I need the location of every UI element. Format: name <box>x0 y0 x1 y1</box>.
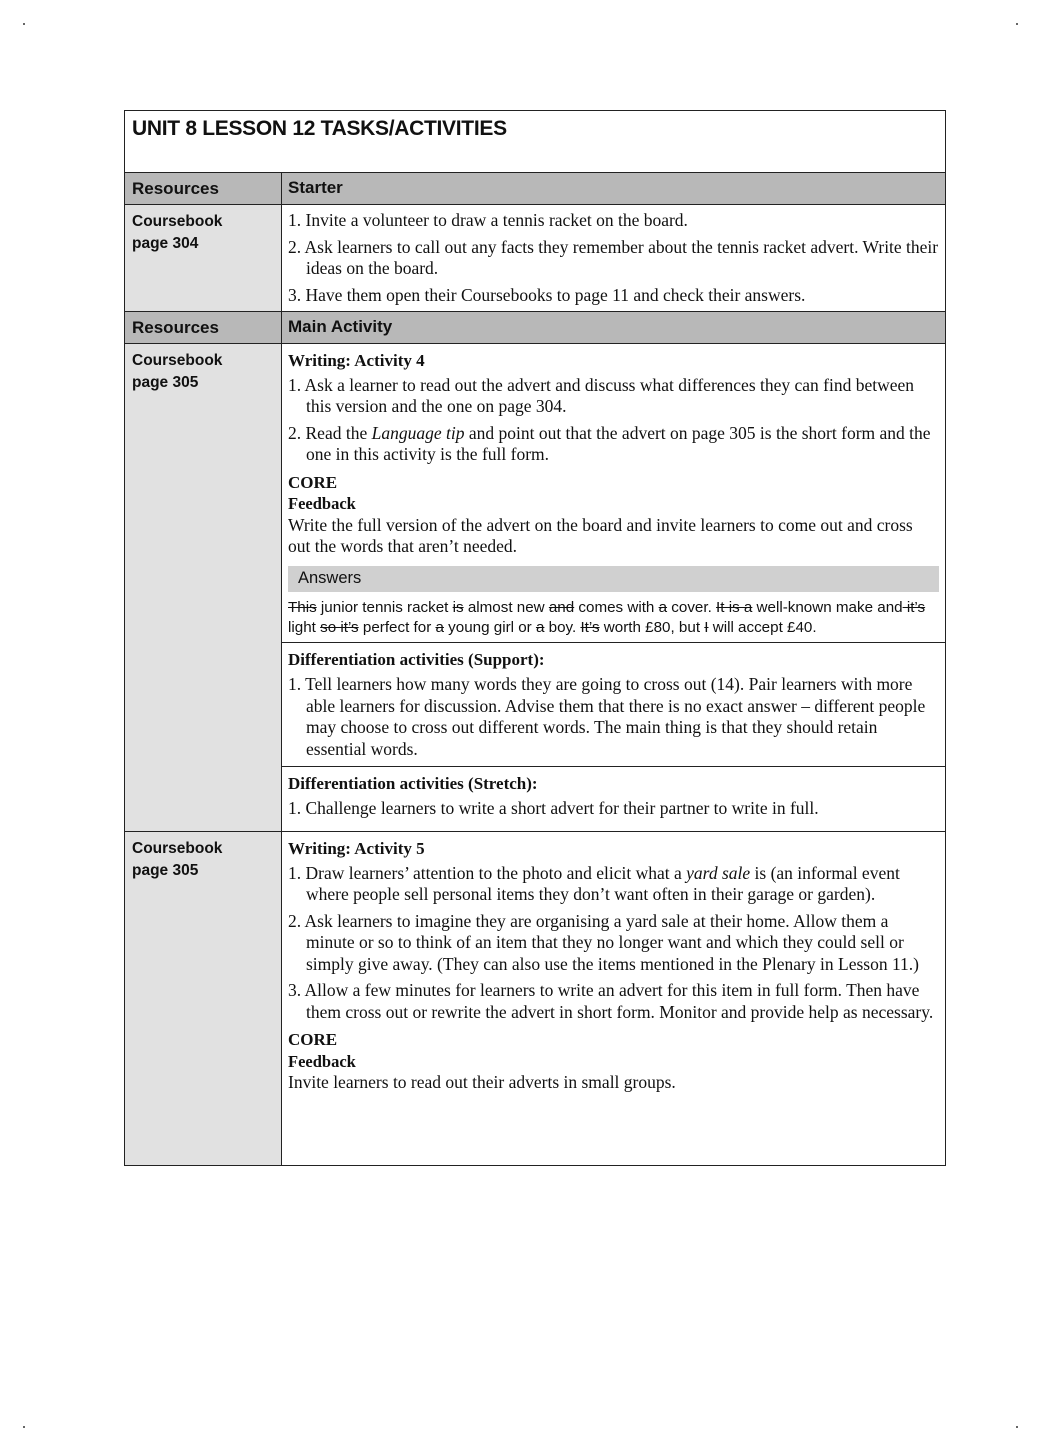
struck-word: a <box>535 618 545 636</box>
resource-line: page 305 <box>132 374 199 391</box>
feedback-text: Invite learners to read out their adverts in small groups. <box>288 1072 676 1092</box>
resources-header: Resources <box>125 173 282 204</box>
support-section <box>282 642 945 766</box>
struck-word: a <box>658 598 668 616</box>
activity5-resource <box>125 832 282 1165</box>
answer-text: comes with <box>574 598 659 616</box>
starter-row <box>125 205 945 312</box>
list-item: 1. Tell learners how many words they are going to cross out (14). Pair learners with more able learners for discussion. Advise them that there is no exact answer – different people may choose to cross out different words. The main thing is that they should retain essential words. <box>288 674 926 759</box>
resource-line: Coursebook <box>132 213 223 230</box>
activity4-heading: Writing: Activity 4 <box>288 351 425 370</box>
stretch-heading: Differentiation activities (Stretch): <box>288 773 538 793</box>
answers-text <box>282 592 945 642</box>
activity4-content <box>282 344 945 831</box>
page-title: UNIT 8 LESSON 12 TASKS/ACTIVITIES <box>132 117 507 140</box>
list-item: 1. Draw learners’ attention to the photo and elicit what a yard sale is (an informal event where people sell personal items they don’t want often in their garage or garden). <box>288 862 900 904</box>
list-item: 2. Ask learners to imagine they are organising a yard sale at their home. Allow them a minute or so to think of an item that they no longer want and which they could sell or simply give away. (They can also use the items mentioned in the Plenary in Lesson 11.) <box>288 910 920 974</box>
crop-mark <box>23 1426 25 1428</box>
activity5-heading: Writing: Activity 5 <box>288 839 425 858</box>
list-item: 1. Challenge learners to write a short advert for their partner to write in full. <box>288 798 819 818</box>
answer-text: almost new <box>463 598 549 616</box>
title-row <box>125 111 945 173</box>
answer-text: will accept £40. <box>708 618 817 636</box>
struck-word: I <box>704 618 709 636</box>
struck-word: so it’s <box>320 618 359 636</box>
answer-text: young girl or <box>443 618 536 636</box>
struck-word: is <box>452 598 464 616</box>
resources-header: Resources <box>125 312 282 343</box>
answer-text: worth £80, but <box>599 618 705 636</box>
answer-text: boy. <box>544 618 581 636</box>
resource-line: Coursebook <box>132 352 223 369</box>
feedback-label: Feedback <box>288 494 356 513</box>
resource-line: page 305 <box>132 862 199 879</box>
answer-text: perfect for <box>358 618 436 636</box>
main-header-row <box>125 312 945 344</box>
feedback-text: Write the full version of the advert on the board and invite learners to come out and cross out the words that aren’t needed. <box>288 514 913 556</box>
activity4-resource <box>125 344 282 831</box>
starter-content <box>282 205 945 311</box>
struck-word: a <box>435 618 444 636</box>
crop-mark <box>1016 23 1018 25</box>
stretch-section <box>282 766 945 820</box>
struck-word: it’s <box>902 598 926 616</box>
struck-word: It is a <box>716 598 753 616</box>
support-heading: Differentiation activities (Support): <box>288 649 545 669</box>
main-activity-header: Main Activity <box>282 312 945 343</box>
struck-word: It’s <box>580 618 600 636</box>
starter-resource <box>125 205 282 311</box>
feedback-label: Feedback <box>288 1051 356 1071</box>
crop-mark <box>1016 1426 1018 1428</box>
starter-header-row <box>125 173 945 205</box>
answer-text: junior tennis racket <box>316 598 453 616</box>
activity4-row <box>125 344 945 832</box>
answers-bar: Answers <box>288 566 939 592</box>
core-label: CORE <box>288 1030 338 1049</box>
list-item: 3. Have them open their Coursebooks to page 11 and check their answers. <box>288 284 806 305</box>
list-item: 1. Ask a learner to read out the advert and discuss what differences they can find between this version and the one on page 304. <box>288 374 915 416</box>
list-item: 1. Invite a volunteer to draw a tennis racket on the board. <box>288 210 688 230</box>
resource-line: Coursebook <box>132 840 223 857</box>
core-label: CORE <box>288 472 338 492</box>
answer-text: cover. <box>667 598 717 616</box>
struck-word: This <box>288 598 317 616</box>
list-item: 3. Allow a few minutes for learners to write an advert for this item in full form. Then have them cross out or rewrite the advert in short form. Monitor and provide help as necessary. <box>288 980 934 1022</box>
answer-text: well-known make and <box>752 598 903 616</box>
activity5-row <box>125 832 945 1165</box>
list-item: 2. Read the Language tip and point out that the advert on page 305 is the short form and the one in this activity is the full form. <box>288 422 931 464</box>
crop-mark <box>23 23 25 25</box>
activity5-content <box>282 832 945 1165</box>
starter-header: Starter <box>282 173 945 204</box>
resource-line: page 304 <box>132 235 199 252</box>
list-item: 2. Ask learners to call out any facts they remember about the tennis racket advert. Write their ideas on the board. <box>288 236 939 278</box>
answer-text: light <box>288 618 321 636</box>
lesson-table <box>124 110 946 1166</box>
struck-word: and <box>548 598 575 616</box>
